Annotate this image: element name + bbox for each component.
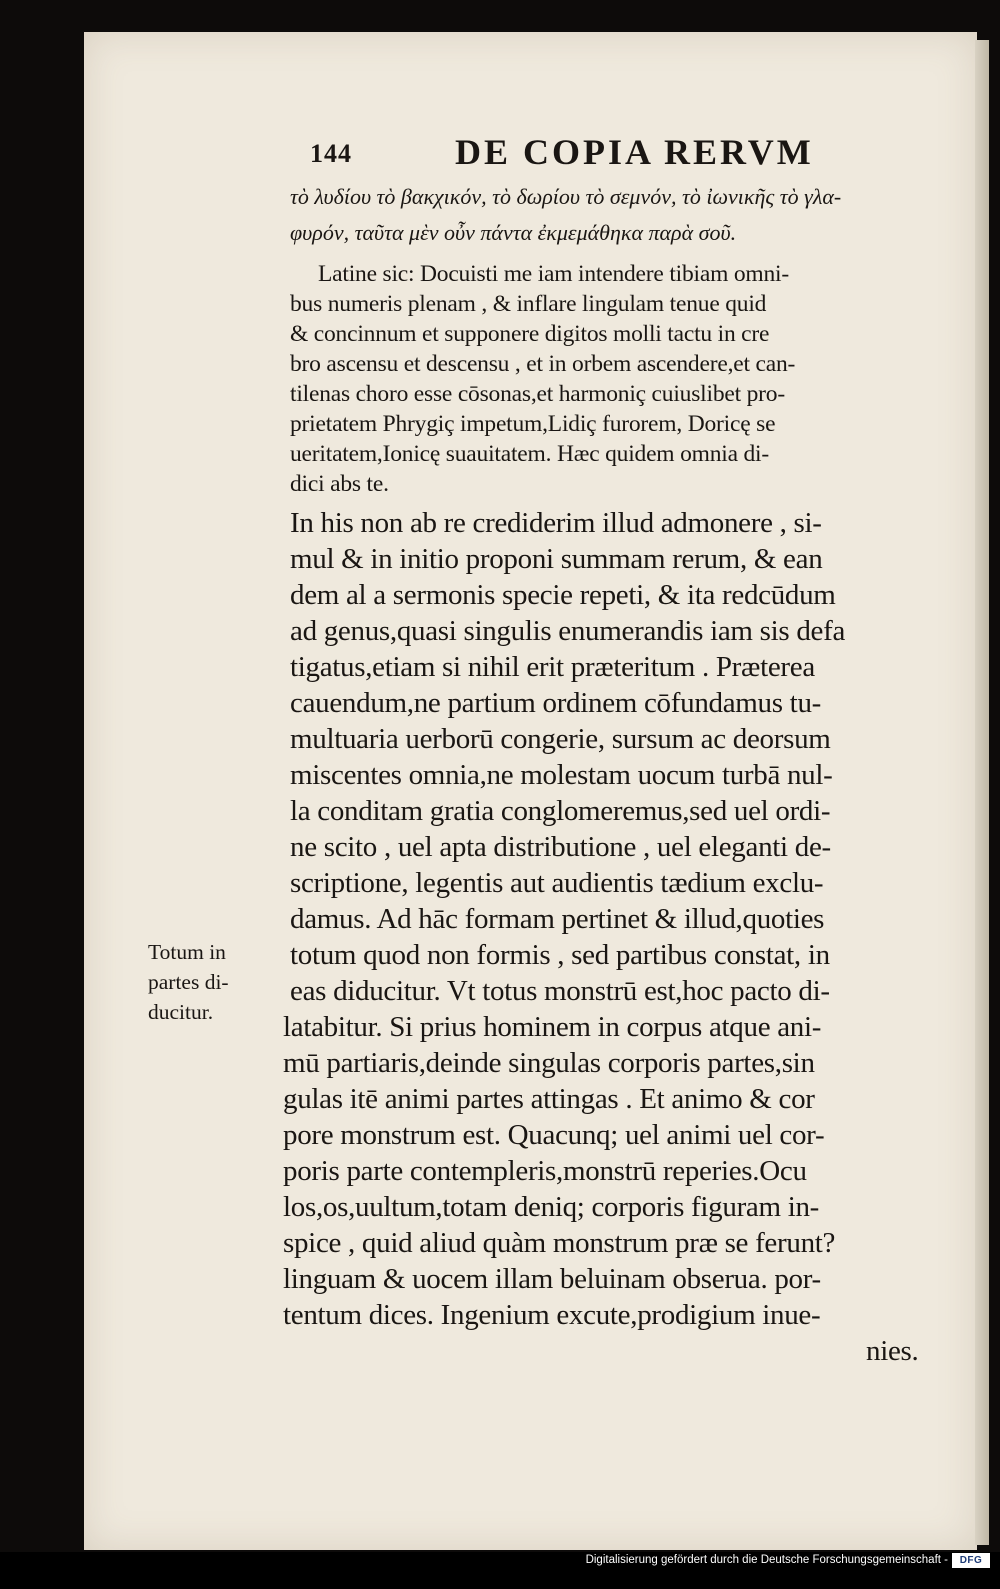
greek-line: τὸ λυδίου τὸ βακχικόν, τὸ δωρίου τὸ σεμνόν, τὸ ἰωνικῆς τὸ γλα- xyxy=(290,184,842,209)
margin-note-line: partes di- xyxy=(148,970,229,994)
text-line: pore monstrum est. Quacunq; uel animi uel cor- xyxy=(283,1119,825,1151)
text-line: tentum dices. Ingenium excute,prodigium inue- xyxy=(283,1299,821,1331)
margin-note-line: Totum in xyxy=(148,940,226,964)
text-line: ueritatem,Ionicę suauitatem. Hæc quidem omnia di- xyxy=(290,441,769,467)
footer-credit: Digitalisierung gefördert durch die Deutsche Forschungsgemeinschaft - xyxy=(585,1554,948,1566)
text-line: tilenas choro esse cōsonas,et harmoniç cuiuslibet pro- xyxy=(290,381,785,407)
text-line: totum quod non formis , sed partibus constat, in xyxy=(290,939,830,971)
running-head: DE COPIA RERVM xyxy=(455,132,814,172)
text-line: damus. Ad hāc formam pertinet & illud,quoties xyxy=(290,903,825,935)
text-line: bro ascensu et descensu , et in orbem ascendere,et can- xyxy=(290,351,796,377)
text-line: multuaria uerborū congerie, sursum ac deorsum xyxy=(290,723,831,755)
text-line: spice , quid aliud quàm monstrum præ se ferunt? xyxy=(283,1227,836,1259)
text-line: In his non ab re crediderim illud admonere , si- xyxy=(290,507,822,539)
page-edge xyxy=(975,40,989,1545)
text-line: mū partiaris,deinde singulas corporis partes,sin xyxy=(283,1047,815,1079)
text-line: miscentes omnia,ne molestam uocum turbā nul- xyxy=(290,759,833,791)
greek-line: φυρόν, ταῦτα μὲν οὖν πάντα ἐκμεμάθηκα παρὰ σοῦ. xyxy=(290,220,737,245)
page-number: 144 xyxy=(310,139,352,168)
text-line: prietatem Phrygiç impetum,Lidiç furorem, Doricę se xyxy=(290,411,776,437)
text-line: gulas itē animi partes attingas . Et animo & cor xyxy=(283,1083,815,1115)
text-line: scriptione, legentis aut audientis tædium exclu- xyxy=(290,867,824,899)
text-line: ad genus,quasi singulis enumerandis iam sis defa xyxy=(290,615,846,647)
text-line: eas diducitur. Vt totus monstrū est,hoc pacto di- xyxy=(290,975,830,1007)
text-line: mul & in initio proponi summam rerum, & ean xyxy=(290,543,823,575)
text-line: linguam & uocem illam beluinam obserua. por- xyxy=(283,1263,821,1295)
dfg-logo: DFG xyxy=(952,1553,990,1568)
text-line: bus numeris plenam , & inflare lingulam tenue quid xyxy=(290,291,767,317)
text-line: tigatus,etiam si nihil erit præteritum . Præterea xyxy=(290,651,815,683)
text-line: dici abs te. xyxy=(290,471,389,497)
text-line: Latine sic: Docuisti me iam intendere tibiam omni- xyxy=(318,261,789,287)
text-line: los,os,uultum,totam deniq; corporis figuram in- xyxy=(283,1191,820,1223)
text-line: dem al a sermonis specie repeti, & ita redcūdum xyxy=(290,579,836,611)
text-line: poris parte contempleris,monstrū reperies.Ocu xyxy=(283,1155,807,1187)
text-line: latabitur. Si prius hominem in corpus atque ani- xyxy=(283,1011,822,1043)
text-line: nies. xyxy=(866,1335,919,1367)
margin-note-line: ducitur. xyxy=(148,1000,214,1024)
text-line: & concinnum et supponere digitos molli tactu in cre xyxy=(290,321,770,347)
text-line: la conditam gratia conglomeremus,sed uel ordi- xyxy=(290,795,831,827)
text-line: cauendum,ne partium ordinem cōfundamus tu- xyxy=(290,687,821,719)
text-line: ne scito , uel apta distributione , uel eleganti de- xyxy=(290,831,831,863)
